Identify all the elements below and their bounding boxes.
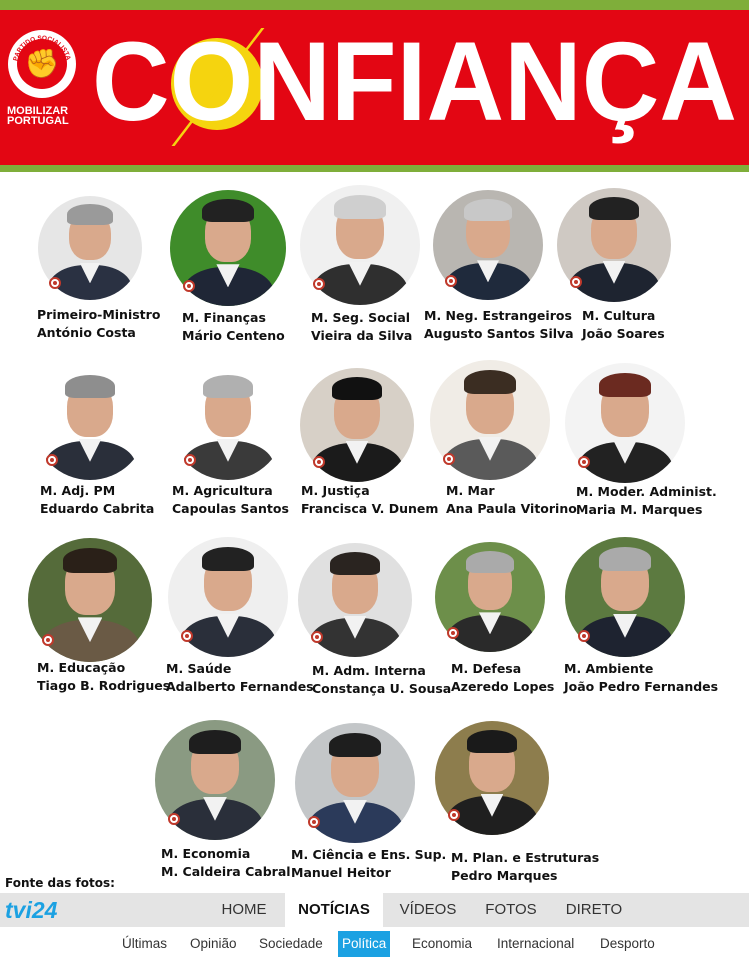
member-label <box>172 482 289 518</box>
member-label <box>424 307 574 343</box>
photo-hair <box>330 552 380 575</box>
party-logo <box>5 28 85 138</box>
member-label <box>582 307 665 343</box>
party-ring-text <box>5 28 79 102</box>
slogan-line-1: MOBILIZAR <box>7 105 69 117</box>
member-label <box>182 309 285 345</box>
banner-bottom-stripe <box>0 165 749 172</box>
subnav-item[interactable]: Últimas <box>122 936 168 951</box>
fist-icon: ✊ <box>24 47 60 80</box>
member-label <box>166 660 314 696</box>
member-label <box>40 482 154 518</box>
member-role: M. Justiça <box>301 483 370 498</box>
nav-item[interactable]: DIRETO <box>565 901 623 918</box>
member-label <box>37 659 170 695</box>
party-slogan <box>7 106 87 126</box>
record-dot-icon <box>313 456 325 468</box>
member-role: M. Ambiente <box>564 661 654 676</box>
photo-hair <box>189 730 242 754</box>
tvi24-logo-part1: tvi <box>5 897 32 923</box>
photo-hair <box>332 377 382 400</box>
member-name: António Costa <box>37 325 136 340</box>
member-name: Azeredo Lopes <box>451 679 555 694</box>
svg-text:PARTIDO SOCIALISTA: PARTIDO SOCIALISTA <box>12 34 72 62</box>
photo-hair <box>464 199 512 221</box>
member-role: M. Seg. Social <box>311 310 411 325</box>
member-name: M. Caldeira Cabral <box>161 864 291 879</box>
tvi24-logo[interactable] <box>5 895 80 925</box>
member-name: Manuel Heitor <box>291 865 391 880</box>
member-role: M. Moder. Administ. <box>576 484 717 499</box>
member-name: Ana Paula Vitorino <box>446 501 577 516</box>
member-name: Pedro Marques <box>451 868 558 883</box>
member-label <box>576 483 717 519</box>
member-name: Eduardo Cabrita <box>40 501 155 516</box>
banner-top-stripe <box>0 0 749 10</box>
record-dot-icon <box>49 277 61 289</box>
member-label <box>37 306 160 342</box>
photo-hair <box>203 375 253 398</box>
photo-hair <box>599 547 652 571</box>
member-name: João Soares <box>582 326 665 341</box>
record-dot-icon <box>42 634 54 646</box>
member-label <box>161 845 291 881</box>
photo-hair <box>599 373 652 397</box>
photo-hair <box>65 375 115 398</box>
member-label <box>446 482 577 518</box>
photo-hair <box>202 547 255 571</box>
member-role: M. Saúde <box>166 661 232 676</box>
subnav-item[interactable]: Economia <box>412 936 473 951</box>
member-role: M. Defesa <box>451 661 522 676</box>
tvi24-logo-part2: 24 <box>31 897 58 923</box>
member-label <box>451 849 599 885</box>
member-role: M. Economia <box>161 846 251 861</box>
member-label <box>312 662 451 698</box>
nav-item[interactable]: FOTOS <box>485 901 537 918</box>
slogan-line-2: PORTUGAL <box>7 115 69 127</box>
member-role: M. Cultura <box>582 308 656 323</box>
member-name: Vieira da Silva <box>311 328 413 343</box>
member-role: M. Plan. e Estruturas <box>451 850 600 865</box>
photo-hair <box>63 548 118 573</box>
member-label <box>301 482 438 518</box>
member-role: M. Neg. Estrangeiros <box>424 308 572 323</box>
member-name: Francisca V. Dunem <box>301 501 439 516</box>
photo-hair <box>67 204 113 225</box>
member-name: Constança U. Sousa <box>312 681 452 696</box>
page-title: CONFIANÇA <box>92 28 737 144</box>
nav-item[interactable]: NOTÍCIAS <box>285 893 383 927</box>
member-label <box>311 309 412 345</box>
member-role: M. Adm. Interna <box>312 663 426 678</box>
photo-hair <box>329 733 382 757</box>
record-dot-icon <box>311 631 323 643</box>
photo-hair <box>466 551 514 573</box>
record-dot-icon <box>46 454 58 466</box>
record-dot-icon <box>570 276 582 288</box>
member-label <box>451 660 554 696</box>
member-name: João Pedro Fernandes <box>564 679 719 694</box>
subnav-item[interactable]: Desporto <box>600 936 655 951</box>
member-role: M. Ciência e Ens. Sup. <box>291 847 447 862</box>
photo-hair <box>589 197 639 220</box>
record-dot-icon <box>183 280 195 292</box>
subnav-item[interactable]: Internacional <box>497 936 575 951</box>
nav-item[interactable]: HOME <box>221 901 267 918</box>
member-label <box>291 846 446 882</box>
photo-hair <box>334 195 387 219</box>
record-dot-icon <box>184 454 196 466</box>
subnav-item[interactable]: Sociedade <box>259 936 323 951</box>
member-name: Tiago B. Rodrigues <box>37 678 171 693</box>
subnav-item[interactable]: Política <box>338 931 390 957</box>
member-name: Augusto Santos Silva <box>424 326 574 341</box>
member-role: Primeiro-Ministro <box>37 307 161 322</box>
member-name: Mário Centeno <box>182 328 285 343</box>
photo-hair <box>202 199 253 222</box>
member-role: M. Finanças <box>182 310 266 325</box>
photo-hair <box>467 730 517 753</box>
member-label <box>564 660 718 696</box>
banner-title <box>92 28 742 146</box>
member-name: Maria M. Marques <box>576 502 703 517</box>
member-role: M. Adj. PM <box>40 483 116 498</box>
member-role: M. Educação <box>37 660 126 675</box>
record-dot-icon <box>448 809 460 821</box>
member-name: Capoulas Santos <box>172 501 289 516</box>
member-name: Adalberto Fernandes <box>166 679 314 694</box>
member-role: M. Mar <box>446 483 495 498</box>
member-role: M. Agricultura <box>172 483 273 498</box>
nav-item[interactable]: VÍDEOS <box>399 901 457 918</box>
photo-source-label: Fonte das fotos: <box>5 876 115 890</box>
photo-hair <box>464 370 517 394</box>
subnav-item[interactable]: Opinião <box>190 936 237 951</box>
